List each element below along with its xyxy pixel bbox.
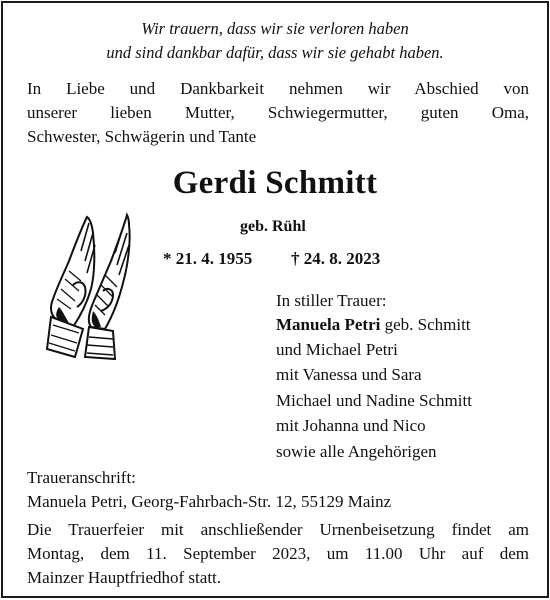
mourner-line-5: mit Johanna und Nico	[276, 416, 426, 435]
mourner-primary-maiden: geb. Schmitt	[380, 315, 471, 334]
mourner-line-1	[276, 313, 471, 337]
praying-hands-icon	[29, 211, 139, 361]
intro-line-1: In Liebe und Dankbarkeit nehmen wir Abschied von	[27, 79, 529, 98]
mourner-primary-name: Manuela Petri	[276, 315, 381, 334]
address-label: Traueranschrift:	[27, 468, 136, 487]
motto-line-2: und sind dankbar dafür, dass wir sie gehabt haben.	[106, 43, 444, 62]
ceremony-line-2: Montag, dem 11. September 2023, um 11.00 Uhr auf dem	[27, 544, 529, 563]
birth-date: * 21. 4. 1955	[163, 249, 253, 268]
motto-line-1: Wir trauern, dass wir sie verloren haben	[141, 19, 409, 38]
deceased-name: Gerdi Schmitt	[172, 165, 378, 201]
ceremony-line-1: Die Trauerfeier mit anschließender Urnenbeisetzung findet am	[27, 520, 529, 539]
intro-line-2: unserer lieben Mutter, Schwiegermutter, guten Oma,	[27, 103, 529, 122]
mourner-line-2: und Michael Petri	[276, 340, 398, 359]
mourner-line-3: mit Vanessa und Sara	[276, 365, 422, 384]
mourner-line-6: sowie alle Angehörigen	[276, 442, 437, 461]
address-value: Manuela Petri, Georg-Fahrbach-Str. 12, 55129 Mainz	[27, 492, 392, 511]
mourners-heading: In stiller Trauer:	[276, 291, 387, 310]
maiden-name: geb. Rühl	[240, 218, 306, 235]
intro-line-3: Schwester, Schwägerin und Tante	[27, 127, 257, 146]
death-date: † 24. 8. 2023	[291, 249, 381, 268]
mourner-line-4: Michael und Nadine Schmitt	[276, 391, 472, 410]
ceremony-line-3: Mainzer Hauptfriedhof statt.	[27, 568, 222, 587]
obituary-notice	[1, 1, 549, 598]
